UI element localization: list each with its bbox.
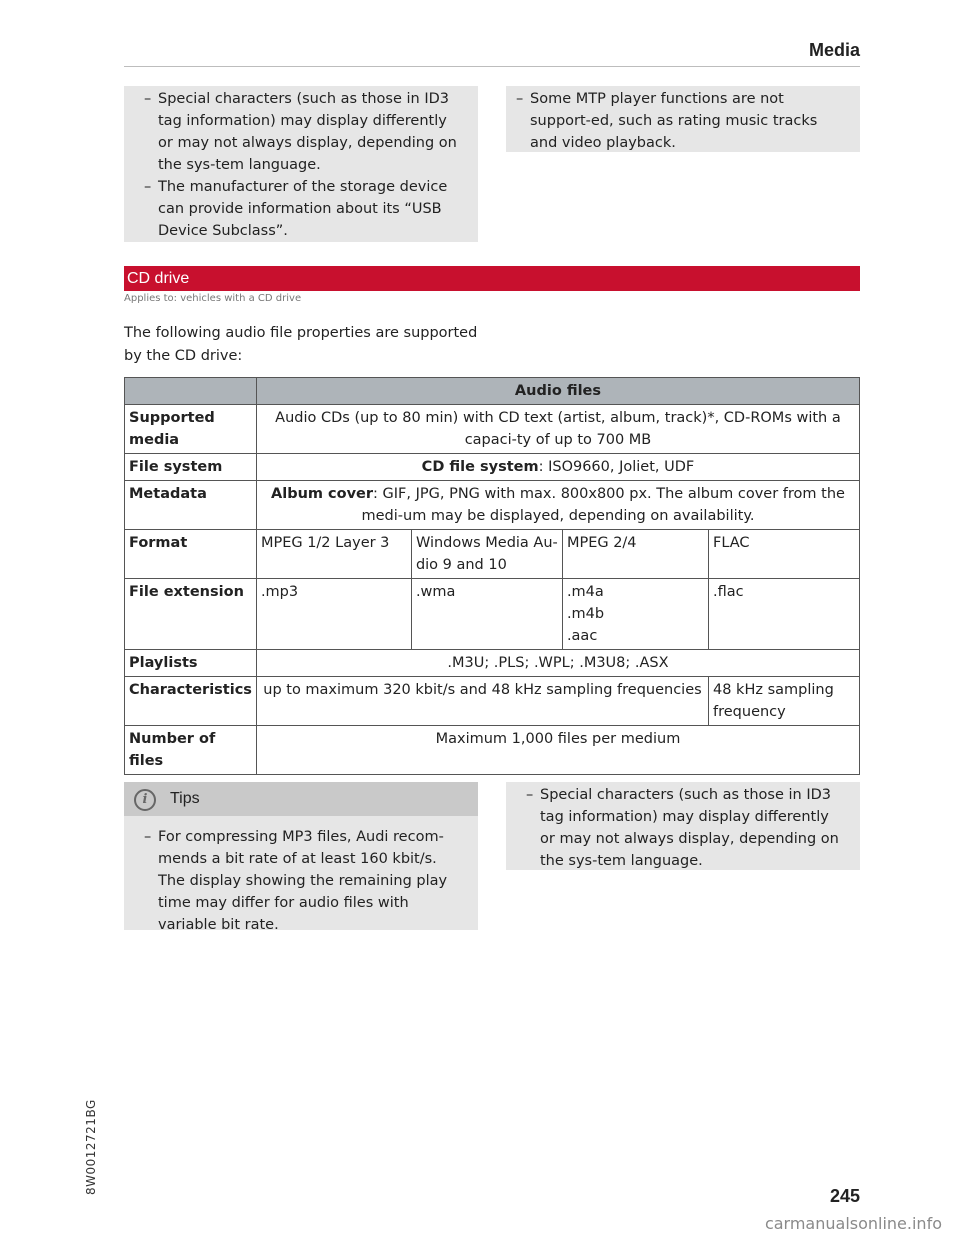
row-label-supported-media: Supported media (125, 405, 257, 454)
header-divider (124, 66, 860, 67)
ext-m4a: .m4a (566, 584, 604, 600)
tips-box (124, 782, 478, 933)
characteristics-value: up to maximum 320 kbit/s and 48 kHz sampling frequencies (256, 677, 708, 726)
tips-header (124, 782, 478, 816)
row-label-playlists: Playlists (125, 650, 257, 677)
playlists-value: .M3U; .PLS; .WPL; .M3U8; .ASX (256, 650, 859, 677)
list-item: – Special characters (such as those in ID3 tag information) may display differently or may not always display, depending on the sys-tem language. (526, 787, 839, 869)
row-label-metadata: Metadata (125, 481, 257, 530)
row-label-file-system: File system (125, 454, 257, 481)
list-item: – For compressing MP3 files, Audi recom-mends a bit rate of at least 160 kbit/s. The display showing the remaining play time may differ for audio files with variable bit rate. (144, 829, 448, 933)
intro-paragraph: The following audio file properties are supported by the CD drive: (124, 325, 478, 364)
format-mp3: MPEG 1/2 Layer 3 (256, 530, 411, 579)
audio-files-table (124, 377, 860, 775)
list-item-text: For compressing MP3 files, Audi recom-mends a bit rate of at least 160 kbit/s. The display showing the remaining play time may differ for audio files with variable bit rate. (158, 829, 448, 933)
list-item-text: The manufacturer of the storage device can provide information about its “USB Device Subclass”. (158, 179, 448, 239)
format-mpeg4: MPEG 2/4 (562, 530, 708, 579)
ext-wma: .wma (411, 579, 562, 650)
table-row (125, 579, 860, 650)
note-box-top-left (124, 86, 478, 242)
row-label-number-of-files: Number of files (125, 726, 257, 775)
table-header-row (125, 378, 860, 405)
list-item: – Special characters (such as those in ID3 tag information) may display differently or may not always display, depending on the sys-tem language. (144, 91, 457, 173)
metadata-rest: : GIF, JPG, PNG with max. 800x800 px. The album cover from the medi-um may be displayed, depending on availability. (361, 486, 845, 524)
ext-m4b: .m4b (566, 606, 605, 622)
info-icon: i (134, 789, 156, 811)
number-of-files-value: Maximum 1,000 files per medium (256, 726, 859, 775)
table-row (125, 454, 860, 481)
row-label-format: Format (125, 530, 257, 579)
list-item-text: Special characters (such as those in ID3 tag information) may display differently or may not always display, depending on the sys-tem language. (540, 787, 839, 869)
table-row (125, 530, 860, 579)
row-label-file-extension: File extension (125, 579, 257, 650)
list-item-text: Some MTP player functions are not support-ed, such as rating music tracks and video playback. (530, 91, 818, 151)
table-row (125, 677, 860, 726)
table-header-empty-cell (125, 378, 257, 405)
document-code: 8W0012721BG (84, 1099, 98, 1195)
metadata-value (256, 481, 859, 530)
watermark: carmanualsonline.info (764, 1214, 942, 1233)
applies-to-note: Applies to: vehicles with a CD drive (124, 293, 302, 304)
table-row (125, 481, 860, 530)
file-system-value (256, 454, 859, 481)
table-header-cell: Audio files (256, 378, 859, 405)
ext-aac: .aac (566, 628, 598, 644)
supported-media-value: Audio CDs (up to 80 min) with CD text (artist, album, track)*, CD-ROMs with a capaci-ty of up to 700 MB (256, 405, 859, 454)
tips-title: Tips (170, 790, 200, 807)
metadata-bold: Album cover (271, 486, 374, 502)
file-system-bold: CD file system (421, 459, 539, 475)
ext-flac: .flac (709, 579, 860, 650)
format-flac: FLAC (709, 530, 860, 579)
characteristics-flac-value: 48 kHz sampling frequency (709, 677, 860, 726)
table-row (125, 726, 860, 775)
list-item: – Some MTP player functions are not support-ed, such as rating music tracks and video playback. (516, 91, 818, 151)
format-wma: Windows Media Au-dio 9 and 10 (411, 530, 562, 579)
table-row (125, 650, 860, 677)
page-header-title: Media (808, 40, 860, 60)
table-row (125, 405, 860, 454)
list-item-text: Special characters (such as those in ID3 tag information) may display differently or may not always display, depending on the sys-tem language. (158, 91, 457, 173)
ext-mpeg4 (562, 579, 708, 650)
note-box-bottom-right (506, 782, 860, 870)
ext-mp3: .mp3 (256, 579, 411, 650)
list-item: – The manufacturer of the storage device can provide information about its “USB Device Subclass”. (144, 179, 448, 239)
page-number: 245 (829, 1186, 860, 1206)
row-label-characteristics: Characteristics (125, 677, 257, 726)
file-system-rest: : ISO9660, Joliet, UDF (538, 459, 695, 475)
note-box-top-right (506, 86, 860, 152)
section-title-bar: CD drive (124, 266, 860, 291)
